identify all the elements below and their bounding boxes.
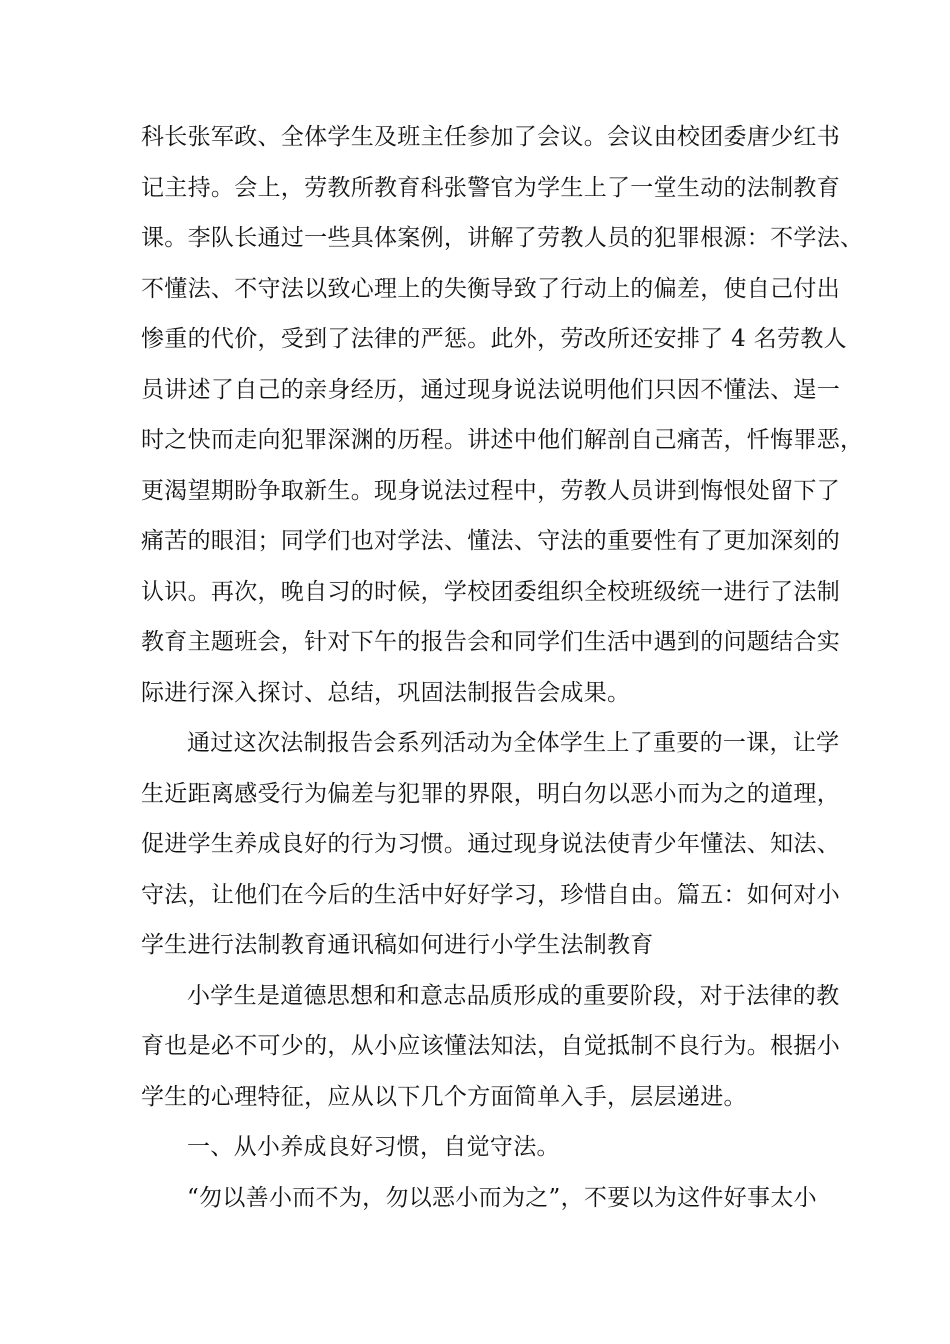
section-heading: 一、从小养成良好习惯，自觉守法。 [187, 1134, 560, 1160]
text-line: 认识。再次，晚自习的时候，学校团委组织全校班级统一进行了法制 [141, 578, 840, 605]
text-line: 教育主题班会，针对下午的报告会和同学们生活中遇到的问题结合实 [141, 629, 840, 655]
text-line: 课。李队长通过一些具体案例，讲解了劳教人员的犯罪根源：不学法、 [141, 225, 864, 251]
text-line: 员讲述了自己的亲身经历，通过现身说法说明他们只因不懂法、逞一 [141, 376, 840, 403]
document-body [141, 112, 864, 1223]
text-line: 科长张军政、全体学生及班主任参加了会议。会议由校团委唐少红书 [141, 124, 840, 150]
text-line: 守法，让他们在今后的生活中好好学习，珍惜自由。篇五：如何对小 [141, 881, 840, 908]
paragraph-first-line: 小学生是道德思想和和意志品质形成的重要阶段，对于法律的教 [187, 982, 840, 1009]
paragraph-first-line: 通过这次法制报告会系列活动为全体学生上了重要的一课，让学 [187, 730, 840, 756]
text-line: 际进行深入探讨、总结，巩固法制报告会成果。 [141, 679, 631, 706]
text-line: 学生进行法制教育通讯稿如何进行小学生法制教育 [141, 932, 654, 958]
paragraph-first-line: “勿以善小而不为，勿以恶小而为之”，不要以为这件好事太小 [187, 1184, 817, 1211]
text-line: 不懂法、不守法以致心理上的失衡导致了行动上的偏差，使自己付出 [141, 275, 840, 302]
text-line: 时之快而走向犯罪深渊的历程。讲述中他们解剖自己痛苦，忏悔罪恶， [141, 427, 864, 453]
text-line: 生近距离感受行为偏差与犯罪的界限，明白勿以恶小而为之的道理， [141, 780, 840, 807]
text-line: 促进学生养成良好的行为习惯。通过现身说法使青少年懂法、知法、 [141, 831, 840, 857]
text-line: 育也是必不可少的，从小应该懂法知法，自觉抵制不良行为。根据小 [141, 1033, 840, 1059]
text-line: 惨重的代价，受到了法律的严惩。此外，劳改所还安排了 4 名劳教人 [141, 326, 847, 352]
text-line: 更渴望期盼争取新生。现身说法过程中，劳教人员讲到悔恨处留下了 [141, 477, 840, 504]
text-line: 痛苦的眼泪；同学们也对学法、懂法、守法的重要性有了更加深刻的 [141, 528, 840, 554]
text-line: 学生的心理特征，应从以下几个方面简单入手，层层递进。 [141, 1083, 747, 1110]
text-line: 记主持。会上，劳教所教育科张警官为学生上了一堂生动的法制教育 [141, 174, 840, 201]
